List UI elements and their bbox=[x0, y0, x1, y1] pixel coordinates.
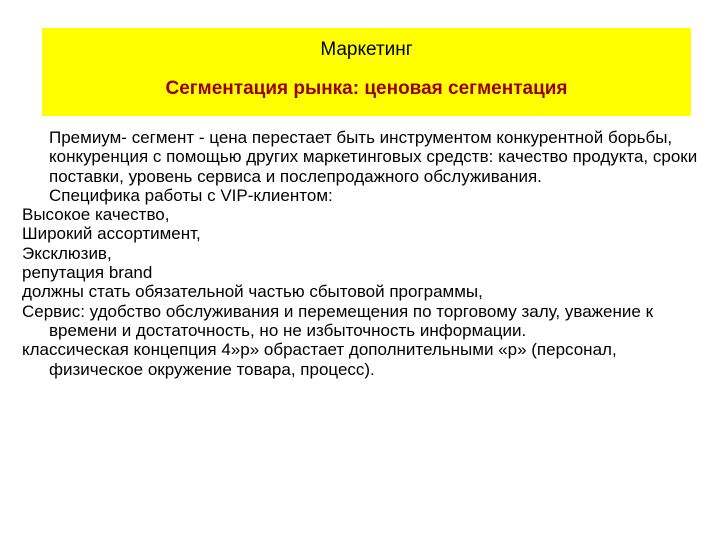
slide-body bbox=[22, 128, 712, 379]
list-item-4p-concept: классическая концепция 4»р» обрастает дополнительными «р» (персонал, физическое окружение товара, процесс). bbox=[22, 340, 617, 379]
title-banner bbox=[42, 28, 691, 116]
list-item-exclusive: Эксклюзив, bbox=[22, 243, 112, 263]
list-item-sales-program: должны стать обязательной частью сбытовой программы, bbox=[22, 282, 483, 302]
slide-title: Маркетинг bbox=[320, 39, 413, 60]
list-item-service: Сервис: удобство обслуживания и перемещения по торговому залу, уважение к времени и достаточность, но не избыточность информации. bbox=[22, 301, 654, 340]
list-item-brand-reputation: репутация brand bbox=[22, 263, 153, 283]
list-item-assortment: Широкий ассортимент, bbox=[22, 224, 201, 244]
paragraph-vip-client: Специфика работы с VIP-клиентом: bbox=[49, 185, 333, 205]
list-item-quality: Высокое качество, bbox=[22, 205, 170, 225]
paragraph-premium-segment: Премиум- сегмент - цена перестает быть инструментом конкурентной борьбы, конкуренция с помощью других маркетинговых средств: качество продукта, сроки поставки, уровень сервиса и послепродажного обслуживания. bbox=[49, 128, 698, 186]
slide-subtitle: Сегментация рынка: ценовая сегментация bbox=[165, 78, 568, 99]
